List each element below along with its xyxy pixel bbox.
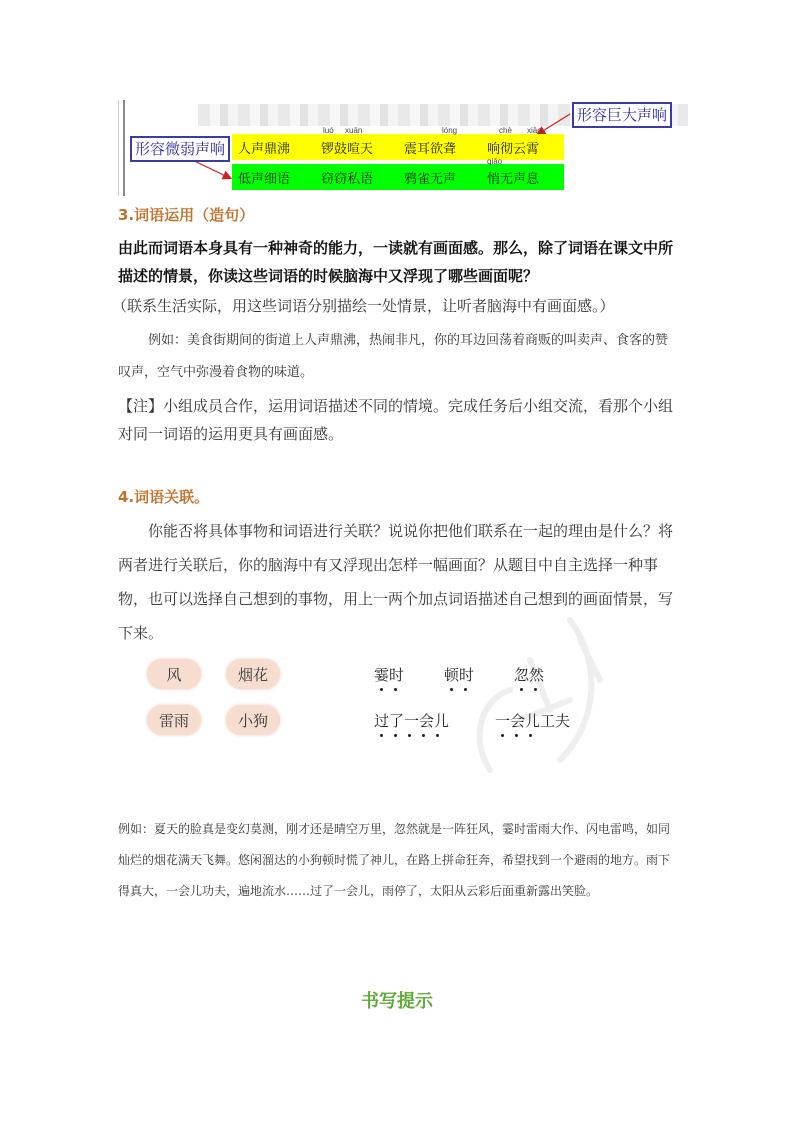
section4-heading: 4.词语关联。 xyxy=(118,488,210,506)
term-loud-3: lóng 震耳欲聋 xyxy=(404,125,458,157)
emphasis-dots xyxy=(380,688,397,692)
loud-terms-band xyxy=(232,125,564,160)
adverb-guoleyihuier: 过了一会儿 xyxy=(374,712,450,730)
pinyin-xiao: xiāo xyxy=(527,125,542,135)
thing-pill-thunderstorm: 雷雨 xyxy=(147,705,201,735)
pinyin-long: lóng xyxy=(442,125,458,135)
term-soft-4: qiāo 悄无声息 xyxy=(487,156,540,187)
thing-pill-puppy: 小狗 xyxy=(226,705,280,735)
term-loud-4: chè xiāo 响彻云霄 xyxy=(487,125,542,157)
pinyin-qiao: qiāo xyxy=(487,156,503,166)
pinyin-che: chè xyxy=(499,125,512,135)
section3-hint: （联系生活实际，用这些词语分别描绘一处情景，让听者脑海中有画面感。） xyxy=(112,297,615,315)
adverb-dunshi: 顿时 xyxy=(444,666,475,684)
term-soft-1: 低声细语 xyxy=(238,171,291,187)
adverb-shashi: 霎时 xyxy=(374,666,405,684)
section4-instructions: 你能否将具体事物和词语进行关联？说说你把他们联系在一起的理由是什么？将两者进行关联后，你的脑海中有又浮现出怎样一幅画面？从题目中自主选择一种事物，也可以选择自己想到的事物，用上一两个加点词语描述自己想到的画面情景，写下来。 xyxy=(118,522,674,642)
thing-pill-fireworks: 烟花 xyxy=(226,659,280,689)
soft-terms-band xyxy=(232,156,564,190)
label-weak-sound: 形容微弱声响 xyxy=(130,136,230,162)
emphasis-dots xyxy=(450,688,467,692)
arrow-to-yellow xyxy=(538,114,570,134)
pinyin-luo: luó xyxy=(323,125,334,135)
term-soft-3: 鸦雀无声 xyxy=(404,171,457,187)
emphasis-dots xyxy=(520,688,537,692)
label-loud-sound: 形容巨大声响 xyxy=(572,102,672,128)
thing-pill-wind: 风 xyxy=(147,659,201,689)
adverb-huran: 忽然 xyxy=(514,666,545,684)
section3-example: 例如：美食街期间的街道上人声鼎沸，热闹非凡，你的耳边回荡着商贩的叫卖声、食客的赞叹声，空气中弥漫着食物的味道。 xyxy=(118,333,669,380)
pinyin-xuan: xuān xyxy=(345,125,363,135)
term-loud-2: luó xuān 锣鼓喧天 xyxy=(321,125,374,157)
section3-note: 【注】小组成员合作，运用词语描述不同的情境。完成任务后小组交流，看那个小组对同一词语的运用更具有画面感。 xyxy=(118,397,674,443)
watermark-logo xyxy=(450,600,620,790)
term-loud-1: 人声鼎沸 xyxy=(238,141,291,157)
writing-tips-title: 书写提示 xyxy=(361,991,433,1012)
adverb-yihuiergongfu: 一会儿工夫 xyxy=(495,712,571,730)
section4-example: 例如：夏天的脸真是变幻莫测，刚才还是晴空万里，忽然就是一阵狂风，霎时雷雨大作、闪电雷鸣，如同灿烂的烟花满天飞舞。悠闲溜达的小狗顿时慌了神儿，在路上拼命狂奔，希望找到一个避雨的地方。雨下得真大，一会儿功夫，遍地流水……过了一会儿，雨停了，太阳从云彩后面重新露出笑脸。 xyxy=(118,822,671,898)
section3-heading: 3.词语运用（造句） xyxy=(118,206,255,224)
section3-question: 由此而词语本身具有一种神奇的能力，一读就有画面感。那么，除了词语在课文中所描述的情景，你读这些词语的时候脑海中又浮现了哪些画面呢？ xyxy=(118,239,674,285)
emphasis-dots xyxy=(380,734,439,738)
word-figure xyxy=(118,98,678,198)
term-soft-2: 窃窃私语 xyxy=(321,171,374,187)
emphasis-dots xyxy=(501,734,532,738)
